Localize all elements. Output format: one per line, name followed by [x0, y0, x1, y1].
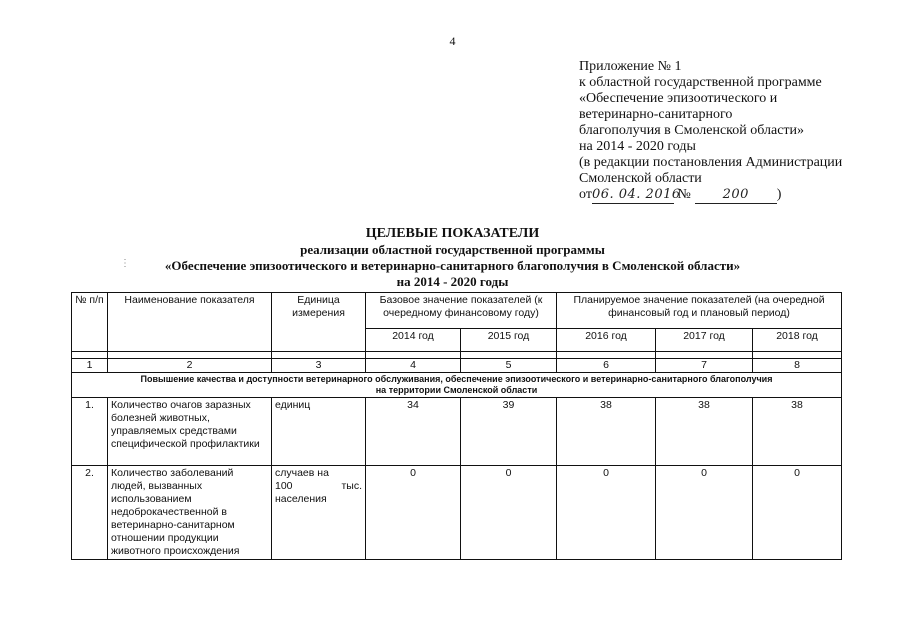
- header-num: № п/п: [72, 293, 108, 352]
- section-heading: [72, 373, 842, 398]
- page-number: 4: [449, 34, 456, 48]
- header-unit: Единица измерения: [272, 293, 366, 352]
- appendix-line: благополучия в Смоленской области»: [579, 123, 805, 138]
- header-year: 2015 год: [461, 329, 557, 352]
- header-name: Наименование показателя: [108, 293, 272, 352]
- unit-line-2b: тыс.: [341, 480, 362, 492]
- row-value: 38: [656, 398, 753, 466]
- column-number: 6: [557, 359, 656, 373]
- column-number: 3: [272, 359, 366, 373]
- row-name: Количество очагов заразных болезней животных, управляемых средствами специфической профилактики: [108, 398, 272, 466]
- row-value: 0: [753, 466, 842, 560]
- row-value: 34: [366, 398, 461, 466]
- gap-row: [72, 352, 842, 359]
- row-value: 0: [557, 466, 656, 560]
- section-heading-line-2: на территории Смоленской области: [375, 385, 538, 395]
- column-number: 1: [72, 359, 108, 373]
- resolution-reference: [579, 187, 899, 204]
- row-unit: единиц: [272, 398, 366, 466]
- header-plan: Планируемое значение показателей (на очередной финансовый год и плановый период): [557, 293, 842, 329]
- row-value: 39: [461, 398, 557, 466]
- unit-line-3: населения: [275, 493, 327, 505]
- row-num: 2.: [72, 466, 108, 560]
- header-year: 2014 год: [366, 329, 461, 352]
- unit-line-2a: 100: [275, 480, 293, 492]
- title-line-2: реализации областной государственной программы: [300, 242, 605, 257]
- header-row: [72, 293, 842, 329]
- number-label: №: [677, 187, 691, 202]
- table-row: [72, 398, 842, 466]
- header-base: Базовое значение показателей (к очередному финансовому году): [366, 293, 557, 329]
- resolution-prefix: от: [579, 187, 592, 202]
- row-unit: [272, 466, 366, 560]
- margin-mark: ⋮: [120, 258, 130, 269]
- header-year: 2018 год: [753, 329, 842, 352]
- column-number: 8: [753, 359, 842, 373]
- row-name: Количество заболеваний людей, вызванных использованием недоброкачественной в ветеринарно-санитарном отношении продукции животного происхождения: [108, 466, 272, 560]
- handwritten-number: 200: [695, 187, 777, 204]
- appendix-line: «Обеспечение эпизоотического и: [579, 91, 778, 106]
- unit-line-1: случаев на: [275, 467, 329, 479]
- appendix-line: (в редакции постановления Администрации: [579, 155, 843, 170]
- column-number: 5: [461, 359, 557, 373]
- column-number: 7: [656, 359, 753, 373]
- row-value: 0: [461, 466, 557, 560]
- column-number: 4: [366, 359, 461, 373]
- title-line-3: «Обеспечение эпизоотического и ветеринарно-санитарного благополучия в Смоленской области»: [164, 258, 741, 273]
- handwritten-date: 06. 04. 2016: [591, 187, 681, 202]
- column-number-row: [72, 359, 842, 373]
- appendix-line: ветеринарно-санитарного: [579, 107, 733, 122]
- appendix-line: Смоленской области: [579, 171, 702, 186]
- row-num: 1.: [72, 398, 108, 466]
- table-row: [72, 466, 842, 560]
- document-title: [0, 226, 905, 290]
- appendix-line: на 2014 - 2020 годы: [579, 139, 696, 154]
- title-line-4: на 2014 - 2020 годы: [396, 274, 509, 289]
- closing-paren: ): [776, 187, 782, 202]
- indicators-table: [71, 292, 842, 560]
- header-year: 2016 год: [557, 329, 656, 352]
- appendix-line: к областной государственной программе: [579, 75, 822, 90]
- row-value: 38: [753, 398, 842, 466]
- appendix-block: [579, 59, 899, 204]
- row-value: 0: [366, 466, 461, 560]
- section-heading-row: [72, 373, 842, 398]
- section-heading-line-1: Повышение качества и доступности ветеринарного обслуживания, обеспечение эпизоотического и ветеринарно-санитарного благополучия: [140, 374, 773, 384]
- appendix-line: Приложение № 1: [579, 59, 682, 74]
- header-year: 2017 год: [656, 329, 753, 352]
- column-number: 2: [108, 359, 272, 373]
- row-value: 0: [656, 466, 753, 560]
- row-value: 38: [557, 398, 656, 466]
- title-line-1: ЦЕЛЕВЫЕ ПОКАЗАТЕЛИ: [365, 226, 540, 241]
